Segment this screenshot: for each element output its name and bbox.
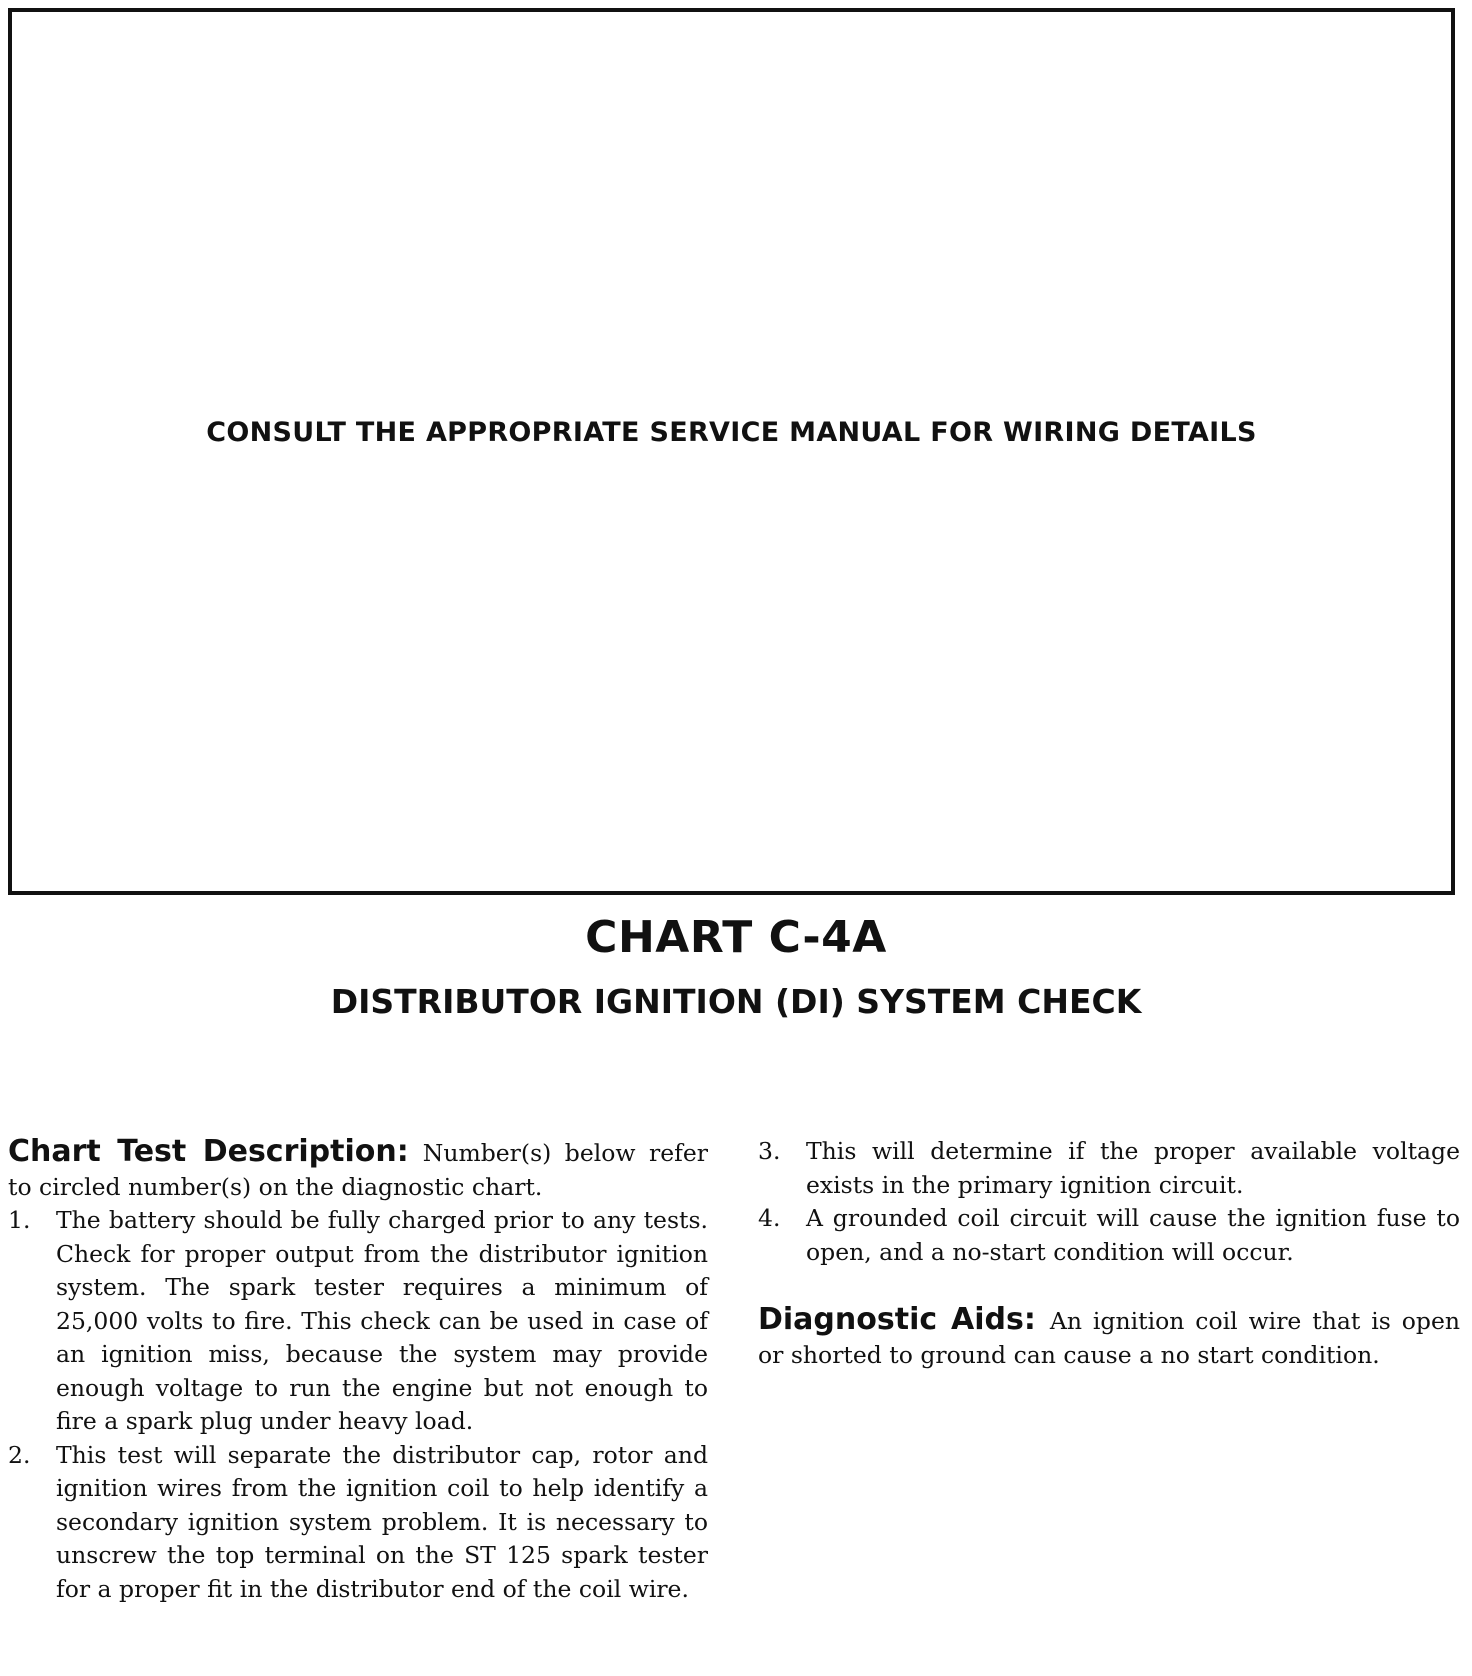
wiring-note: CONSULT THE APPROPRIATE SERVICE MANUAL FOR WIRING DETAILS	[206, 417, 1257, 448]
step-number: 3.	[758, 1137, 781, 1165]
chart-title: CHART C-4A	[585, 912, 887, 963]
right-column	[758, 1135, 1460, 1372]
diagnostic-aids	[758, 1303, 1460, 1372]
step-number: 2.	[8, 1440, 31, 1469]
step-number: 4.	[758, 1204, 781, 1232]
list-item	[758, 1135, 1460, 1202]
test-description-heading: Chart Test Description:	[8, 1134, 409, 1169]
list-item	[8, 1204, 708, 1439]
step-text: This will determine if the proper available voltage exists in the primary ignition circuit.	[806, 1137, 1460, 1199]
test-description-intro-text: Number(s) below refer to circled number(s) on the diagnostic chart.	[8, 1139, 708, 1201]
test-steps-list-part-1	[8, 1204, 708, 1606]
list-item	[758, 1202, 1460, 1269]
step-text: The battery should be fully charged prior to any tests. Check for proper output from the distributor ignition system. The spark tester requires a minimum of 25,000 volts to fire. This check can be used in case of an ignition miss, because the system may provide enough voltage to run the engine but not enough to fire a spark plug under heavy load.	[56, 1206, 708, 1435]
list-item	[8, 1439, 708, 1607]
step-number: 1.	[8, 1206, 31, 1234]
step-text: A grounded coil circuit will cause the ignition fuse to open, and a no-start condition will occur.	[806, 1204, 1460, 1266]
diagnostic-aids-text: An ignition coil wire that is open or shorted to ground can cause a no start condition.	[758, 1307, 1460, 1369]
left-column	[8, 1135, 708, 1606]
test-description-intro	[8, 1135, 708, 1204]
step-text: This test will separate the distributor cap, rotor and ignition wires from the ignition coil to help identify a secondary ignition system problem. It is necessary to unscrew the top terminal on the ST 125 spark tester for a proper fit in the distributor end of the coil wire.	[56, 1440, 708, 1603]
chart-subtitle: DISTRIBUTOR IGNITION (DI) SYSTEM CHECK	[330, 982, 1142, 1021]
wiring-diagram-placeholder	[8, 8, 1455, 895]
diagnostic-aids-heading: Diagnostic Aids:	[758, 1302, 1036, 1337]
test-steps-list-part-2	[758, 1135, 1460, 1269]
